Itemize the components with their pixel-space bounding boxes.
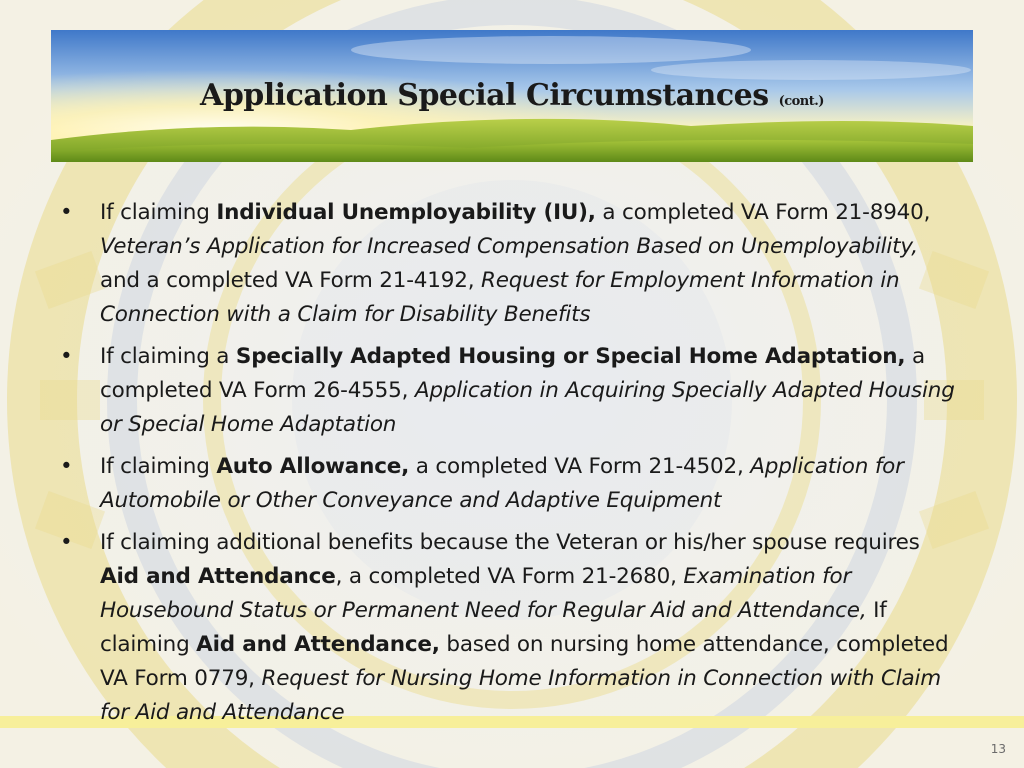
bullet-text: If claiming xyxy=(100,200,217,225)
bullet-text: based on nursing home attendance, completed VA Form 0779, xyxy=(100,632,949,691)
bullet-bold-text: Individual Unemployability (IU), xyxy=(216,200,596,225)
title-banner xyxy=(51,30,973,162)
bullet-item xyxy=(60,196,960,332)
bullet-bold-text: Auto Allowance, xyxy=(216,454,410,479)
bullet-italic-text: Request for Nursing Home Information in Connection with Claim for Aid and Attendance xyxy=(100,666,942,725)
bullet-italic-text: Application for Automobile or Other Conveyance and Adaptive Equipment xyxy=(100,454,904,513)
bullet-bold-text: Specially Adapted Housing or Special Home Adaptation, xyxy=(235,344,906,369)
bullet-bold-text: Aid and Attendance, xyxy=(196,632,440,657)
bullet-item xyxy=(60,340,960,442)
title-suffix: (cont.) xyxy=(778,94,824,109)
bullet-marker: • xyxy=(60,454,73,479)
slide-title xyxy=(51,78,973,113)
bullet-text: a completed VA Form 26-4555, xyxy=(100,344,925,403)
bullet-italic-text: Examination for Housebound Status or Permanent Need for Regular Aid and Attendance, xyxy=(100,564,867,623)
bullet-text: If claiming xyxy=(100,598,887,657)
bullet-text: a completed VA Form 21-8940, xyxy=(595,200,931,225)
bullet-text: a completed VA Form 21-4502, xyxy=(409,454,751,479)
bullet-content xyxy=(60,196,960,738)
bullet-italic-text: Application in Acquiring Specially Adapted Housing or Special Home Adaptation xyxy=(100,378,955,437)
bullet-text: and a completed VA Form 21-4192, xyxy=(100,268,481,293)
bullet-list xyxy=(60,196,960,730)
bullet-bold-text: Aid and Attendance xyxy=(100,564,336,589)
bullet-text: , a completed VA Form 21-2680, xyxy=(335,564,684,589)
bullet-marker: • xyxy=(60,344,73,369)
bullet-text: If claiming xyxy=(100,454,217,479)
bullet-text: If claiming additional benefits because the Veteran or his/her spouse requires xyxy=(100,530,920,555)
title-main: Application Special Circumstances xyxy=(200,78,769,113)
bullet-item xyxy=(60,450,960,518)
bullet-item xyxy=(60,526,960,730)
bullet-marker: • xyxy=(60,530,73,555)
slide-number: 13 xyxy=(990,742,1006,756)
bullet-italic-text: Veteran’s Application for Increased Compensation Based on Unemployability, xyxy=(100,234,918,259)
bullet-marker: • xyxy=(60,200,73,225)
bullet-text: If claiming a xyxy=(100,344,236,369)
bullet-italic-text: Request for Employment Information in Connection with a Claim for Disability Benefits xyxy=(100,268,900,327)
